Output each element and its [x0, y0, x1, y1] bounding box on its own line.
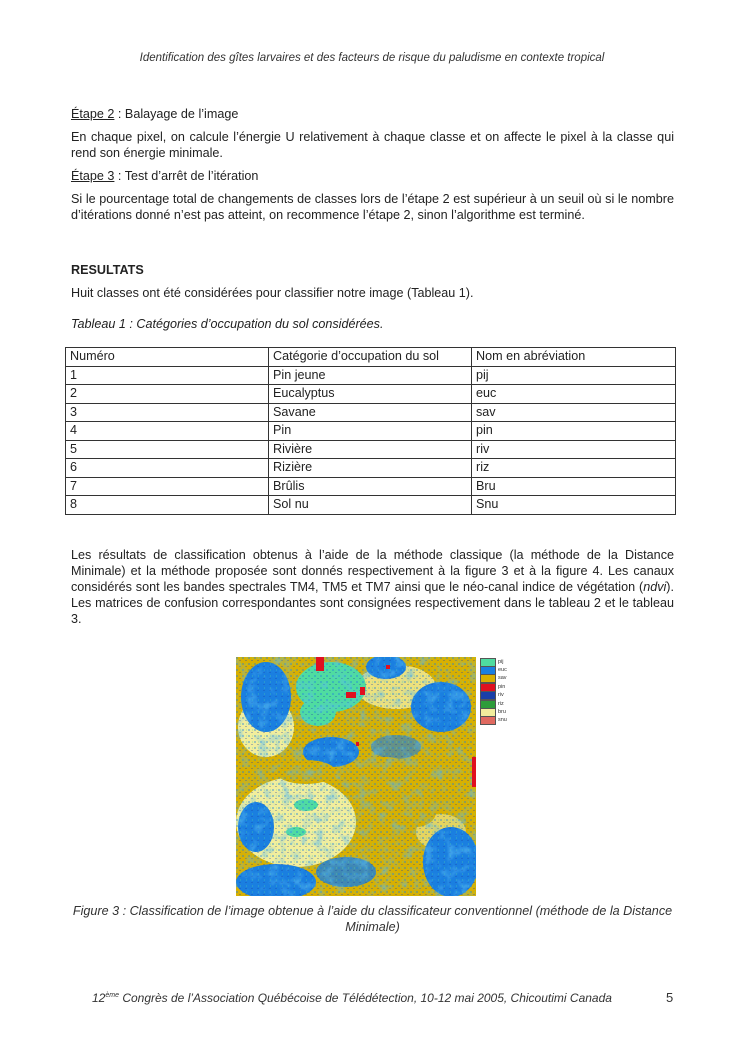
- table-row: [66, 477, 676, 496]
- table-row: [66, 385, 676, 404]
- classification-map-image: [236, 657, 476, 896]
- table-cell: 7: [66, 477, 269, 496]
- figure-3-caption: Figure 3 : Classification de l’image obtenue à l’aide du classificateur conventionnel (méthode de la Distance Minimale): [72, 904, 673, 934]
- results-paragraph: [71, 547, 674, 627]
- results-heading: RESULTATS: [71, 263, 144, 277]
- step-2-label: Étape 2: [71, 107, 115, 121]
- legend-label: riz: [498, 700, 504, 707]
- table-cell: Pin: [269, 422, 472, 441]
- table-cell: pij: [472, 366, 676, 385]
- step-3-body: Si le pourcentage total de changements de classes lors de l’étape 2 est supérieur à un seuil où si le nombre d’itérations donné n’est pas atteint, on recommence l’étape 2, sinon l’algorithme est terminé.: [71, 192, 674, 222]
- legend-swatch: [480, 716, 496, 725]
- paragraph-text: Les résultats de classification obtenus à l’aide de la méthode classique (la méthode de la Distance Minimale) et la méthode proposée sont donnés respectivement à la figure 3 et à la figure 4. Les canaux considérés sont les bandes spectrales TM4, TM5 et TM7 ainsi que le néo-canal indice de végétation (: [71, 548, 674, 594]
- table-row: [66, 459, 676, 478]
- step-3-title: : Test d’arrêt de l’itération: [114, 169, 259, 183]
- table-cell: Sol nu: [269, 496, 472, 515]
- table-row: [66, 366, 676, 385]
- header-cell: Catégorie d’occupation du sol: [269, 348, 472, 367]
- legend-label: snu: [498, 717, 507, 724]
- legend-label: pij: [498, 658, 504, 665]
- footer-ordinal-sup: ème: [105, 992, 119, 999]
- table-cell: Bru: [472, 477, 676, 496]
- running-header: Identification des gîtes larvaires et des facteurs de risque du paludisme en contexte tropical: [139, 52, 605, 64]
- table-cell: Pin jeune: [269, 366, 472, 385]
- step-2-title: : Balayage de l’image: [114, 107, 239, 121]
- table-row: [66, 440, 676, 459]
- table-cell: Rivière: [269, 440, 472, 459]
- table-cell: pin: [472, 422, 676, 441]
- table-header-row: [66, 348, 676, 367]
- table-cell: 3: [66, 403, 269, 422]
- ndvi-term: ndvi: [643, 580, 667, 594]
- step-2-body: En chaque pixel, on calcule l’énergie U relativement à chaque classe et on affecte le pixel à la classe qui rend son énergie minimale.: [71, 130, 674, 160]
- step-2-heading: [71, 106, 674, 122]
- legend-label: euc: [498, 667, 507, 674]
- header-cell: Numéro: [66, 348, 269, 367]
- step-3-heading: [71, 168, 674, 184]
- table-cell: Eucalyptus: [269, 385, 472, 404]
- table-cell: riv: [472, 440, 676, 459]
- header-cell: Nom en abréviation: [472, 348, 676, 367]
- legend-label: riv: [498, 692, 504, 699]
- table-row: [66, 496, 676, 515]
- table-row: [66, 403, 676, 422]
- map-legend: [480, 658, 507, 725]
- table-cell: riz: [472, 459, 676, 478]
- table-cell: Rizière: [269, 459, 472, 478]
- paragraph-text: ). Les matrices de confusion correspondantes sont consignées respectivement dans le tableau 2 et le tableau 3.: [71, 580, 674, 626]
- table-cell: 6: [66, 459, 269, 478]
- land-cover-table: [65, 347, 676, 515]
- footer-text: Congrès de l’Association Québécoise de Télédétection, 10-12 mai 2005, Chicoutimi Canada: [118, 991, 612, 1005]
- page-number: 5: [666, 990, 674, 1005]
- table-cell: 8: [66, 496, 269, 515]
- table-cell: Brûlis: [269, 477, 472, 496]
- table-cell: Savane: [269, 403, 472, 422]
- table-cell: 4: [66, 422, 269, 441]
- table-cell: 5: [66, 440, 269, 459]
- legend-label: sav: [498, 675, 507, 682]
- table-cell: Snu: [472, 496, 676, 515]
- table-row: [66, 422, 676, 441]
- table-1-caption: Tableau 1 : Catégories d’occupation du sol considérées.: [71, 317, 384, 331]
- results-intro: Huit classes ont été considérées pour classifier notre image (Tableau 1).: [71, 286, 474, 300]
- legend-label: bru: [498, 709, 506, 716]
- step-3-label: Étape 3: [71, 169, 115, 183]
- footer-ordinal: 12: [92, 991, 106, 1005]
- table-cell: 1: [66, 366, 269, 385]
- page-footer: [92, 991, 612, 1005]
- table-cell: 2: [66, 385, 269, 404]
- legend-item: [480, 717, 507, 725]
- table-cell: euc: [472, 385, 676, 404]
- legend-label: pin: [498, 683, 506, 690]
- table-cell: sav: [472, 403, 676, 422]
